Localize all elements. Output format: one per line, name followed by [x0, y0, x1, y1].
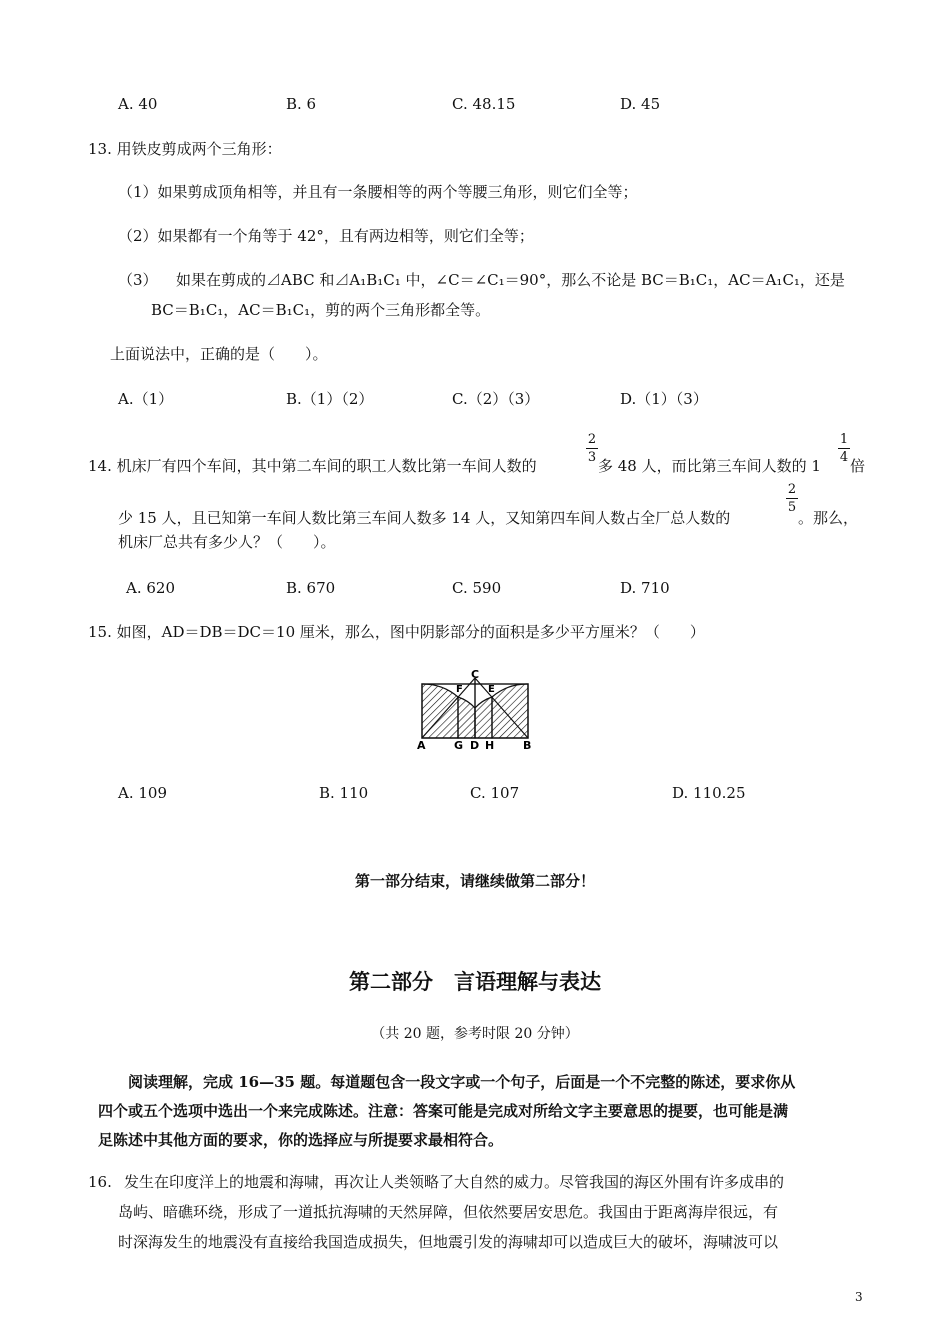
q14-option-b: B. 670	[286, 579, 336, 597]
q13-stem: 13. 用铁皮剪成两个三角形：	[88, 140, 282, 158]
q13-option-c: C.（2）（3）	[452, 390, 540, 408]
q14-fraction-2-num: 1	[839, 432, 849, 447]
q16-line-3: 时深海发生的地震没有直接给我国造成损失，但地震引发的海啸却可以造成巨大的破坏，海啸波可以	[118, 1233, 779, 1251]
q13-statement-2: （2）如果都有一个角等于 42°，且有两边相等，则它们全等；	[118, 227, 534, 245]
q14-line-1: 14. 机床厂有四个车间，其中第二车间的职工人数比第一车间人数的	[88, 457, 537, 475]
page-number: 3	[855, 1290, 863, 1304]
fraction-bar	[586, 448, 598, 449]
instructions-line-3: 足陈述中其他方面的要求，你的选择应与所提要求最相符合。	[98, 1131, 504, 1149]
q14-fraction-1-num: 2	[587, 432, 597, 447]
q16-line-1: 发生在印度洋上的地震和海啸，再次让人类领略了大自然的威力。尽管我国的海区外围有许多成串的	[124, 1173, 785, 1191]
q15-stem: 15. 如图，AD＝DB＝DC＝10 厘米，那么，图中阴影部分的面积是多少平方厘米？（ ）	[88, 623, 705, 641]
part-end-notice: 第一部分结束，请继续做第二部分！	[354, 872, 595, 890]
q14-option-c: C. 590	[452, 579, 502, 597]
q14-fraction-1-den: 3	[587, 450, 597, 465]
label-b: B	[523, 739, 532, 750]
q13-option-d: D.（1）（3）	[620, 390, 708, 408]
q14-line-1b: 多 48 人，而比第三车间人数的 1	[598, 457, 821, 475]
q13-option-b: B.（1）（2）	[286, 390, 374, 408]
q16-number: 16.	[88, 1173, 112, 1191]
part2-title: 第二部分 言语理解与表达	[349, 970, 601, 994]
q13-statement-3: 如果在剪成的⊿ABC 和⊿A₁B₁C₁ 中，∠C＝∠C₁＝90°，那么不论是 BC＝B₁C₁，AC＝A₁C₁，还是	[176, 271, 845, 289]
q15-option-d: D. 110.25	[672, 784, 746, 802]
label-e: E	[488, 684, 495, 695]
instructions-line-1: 阅读理解，完成 16—35 题。每道题包含一段文字或一个句子，后面是一个不完整的陈述，要求你从	[128, 1073, 796, 1091]
fraction-bar	[786, 498, 798, 499]
q15-option-c: C. 107	[470, 784, 520, 802]
label-f: F	[456, 684, 463, 695]
q12-option-d: D. 45	[620, 95, 661, 113]
q12-option-b: B. 6	[286, 95, 317, 113]
q15-figure	[410, 664, 540, 750]
q12-option-a: A. 40	[118, 95, 158, 113]
q15-option-b: B. 110	[319, 784, 369, 802]
instructions-line-2: 四个或五个选项中选出一个来完成陈述。注意：答案可能是完成对所给文字主要意思的提要，也可能是满	[98, 1102, 789, 1120]
part2-subtitle: （共 20 题，参考时限 20 分钟）	[371, 1026, 579, 1042]
q14-line-2b: 。那么，	[798, 509, 859, 527]
shaded-region-left	[422, 684, 458, 738]
q14-fraction-2	[838, 432, 850, 465]
q14-fraction-3-num: 2	[787, 482, 797, 497]
q14-fraction-2-den: 4	[839, 450, 849, 465]
q13-statement-1: （1）如果剪成顶角相等，并且有一条腰相等的两个等腰三角形，则它们全等；	[118, 183, 638, 201]
label-h: H	[485, 739, 495, 750]
shaded-region-center-left	[458, 697, 475, 738]
q14-line-2: 少 15 人，且已知第一车间人数比第三车间人数多 14 人，又知第四车间人数占全厂总人数的	[118, 509, 731, 527]
shaded-region-center-right	[475, 697, 492, 738]
q14-fraction-3-den: 5	[787, 500, 797, 515]
label-c: C	[471, 668, 480, 681]
q13-option-a: A.（1）	[118, 390, 174, 408]
q13-statement-3-lead: （3）	[118, 271, 158, 289]
fraction-bar	[838, 448, 850, 449]
q14-line-1c: 倍	[850, 457, 866, 475]
q14-fraction-3	[786, 482, 798, 515]
q14-fraction-1	[586, 432, 598, 465]
q13-question: 上面说法中，正确的是（ ）。	[110, 345, 328, 363]
q16-line-2: 岛屿、暗礁环绕，形成了一道抵抗海啸的天然屏障，但依然要居安思危。我国由于距离海岸很远，有	[118, 1203, 779, 1221]
q12-option-c: C. 48.15	[452, 95, 516, 113]
label-a: A	[417, 739, 426, 750]
label-d: D	[470, 739, 480, 750]
q14-option-d: D. 710	[620, 579, 670, 597]
shaded-region-right	[492, 684, 528, 738]
q14-option-a: A. 620	[126, 579, 175, 597]
label-g: G	[454, 739, 464, 750]
q14-line-3: 机床厂总共有多少人？（ ）。	[118, 533, 336, 551]
q13-statement-3-cont: BC＝B₁C₁，AC＝B₁C₁，剪的两个三角形都全等。	[151, 301, 491, 319]
q15-option-a: A. 109	[118, 784, 167, 802]
